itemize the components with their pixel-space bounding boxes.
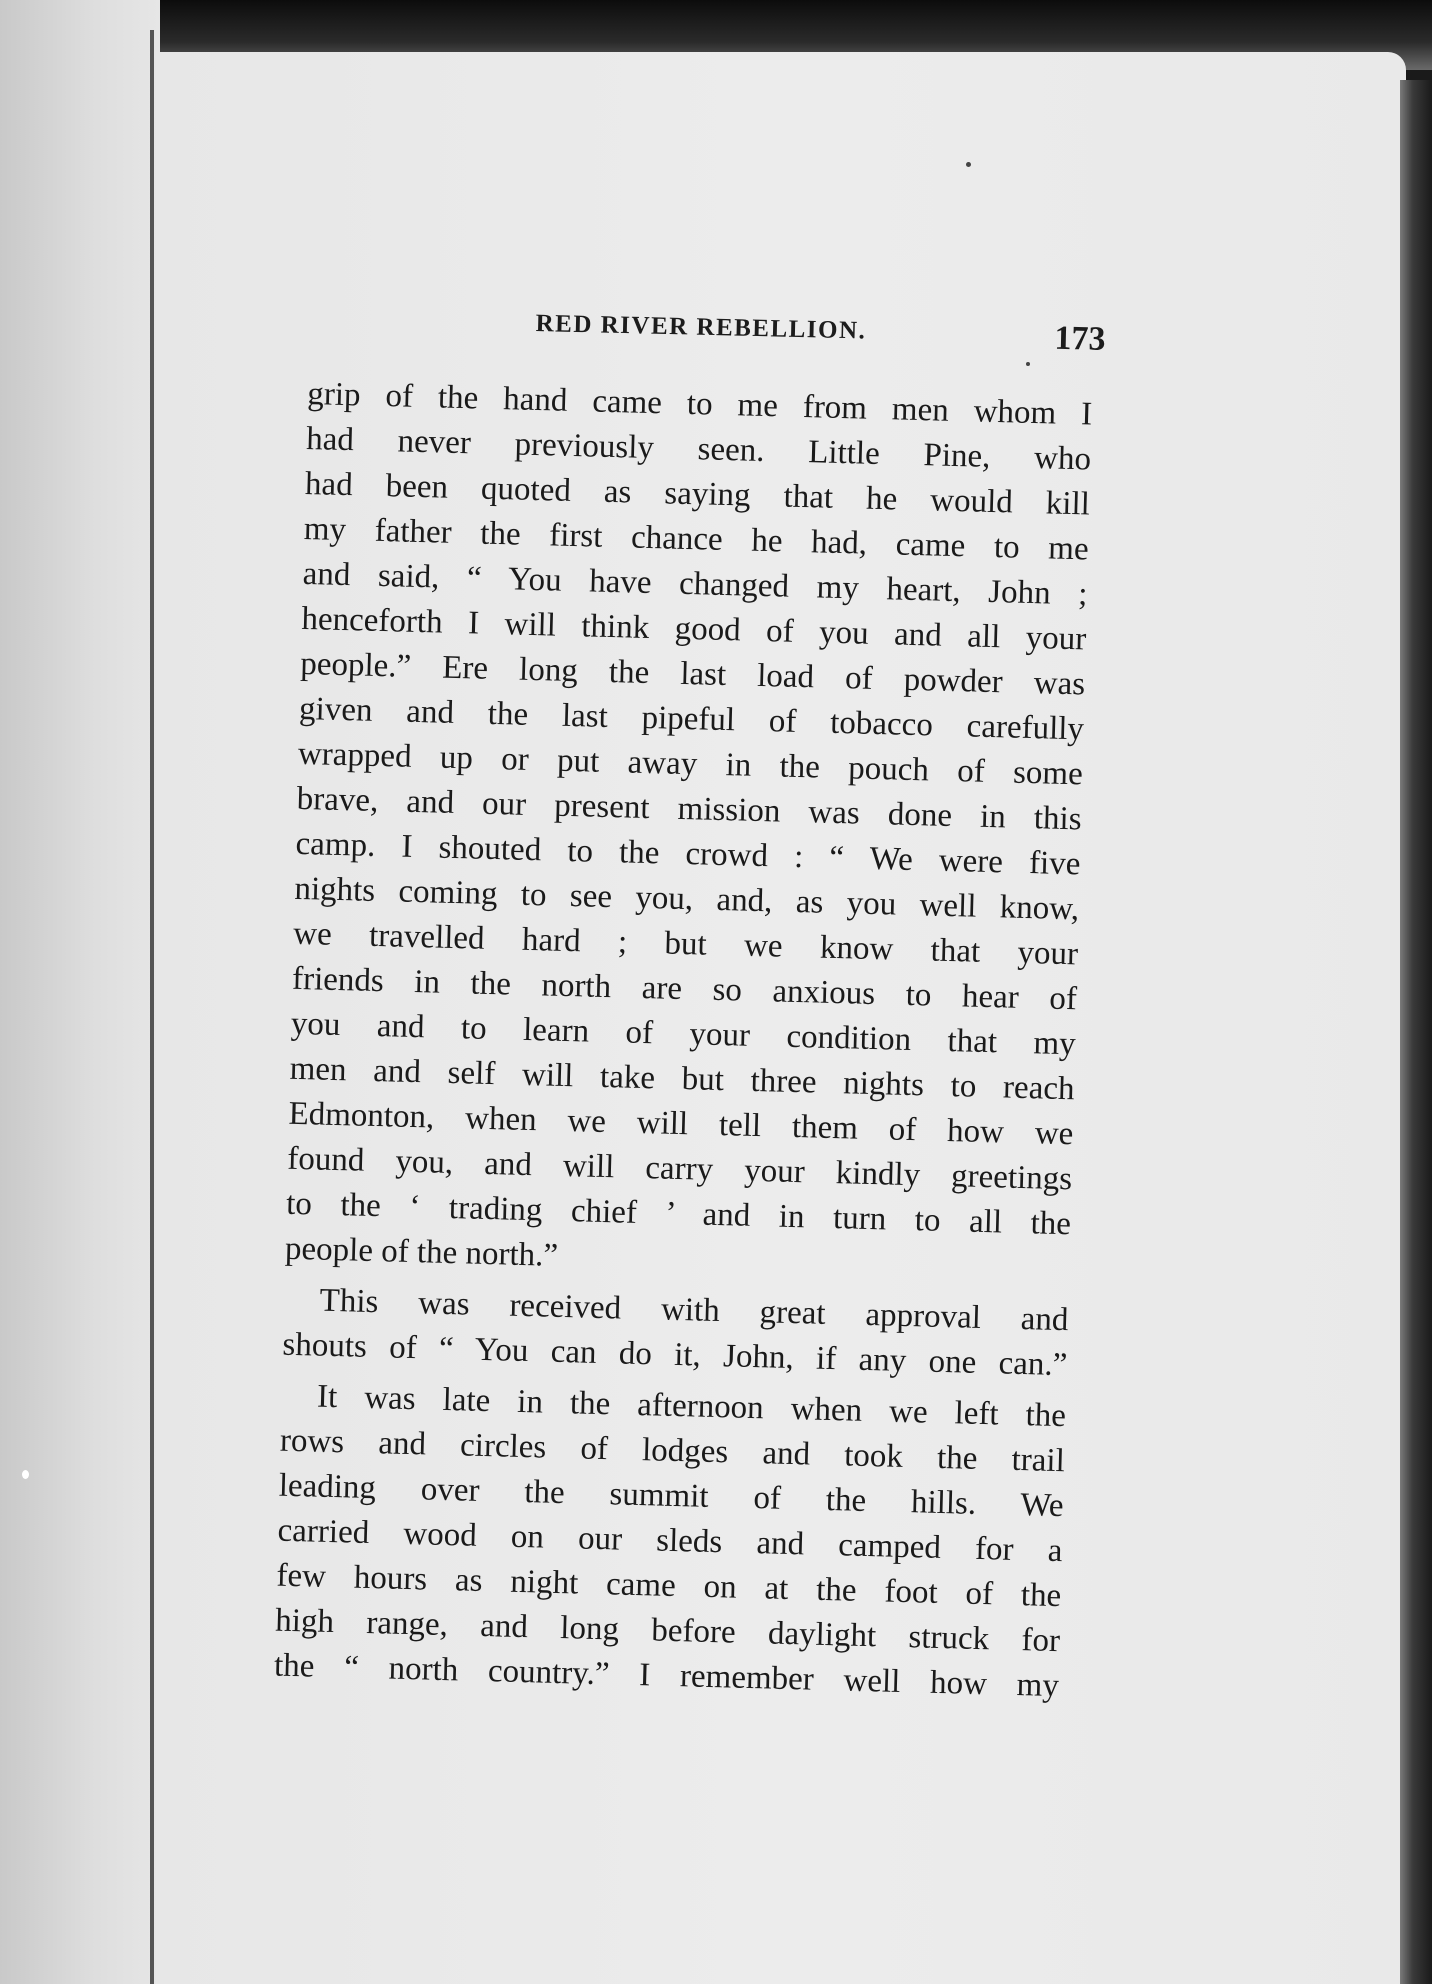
paper-speck (966, 162, 971, 167)
text-line: rows and circles of lodges and took the trail (279, 1422, 1066, 1480)
text-line: men and self will take but three nights to reach (289, 1050, 1075, 1108)
paragraph (274, 1374, 1067, 1709)
text-line: we travelled hard ; but we know that your (292, 915, 1079, 973)
text-line: to the ‘ trading chief ’ and in turn to all the (285, 1185, 1072, 1243)
text-line: had never previously seen. Little Pine, who (305, 420, 1092, 478)
text-line: found you, and will carry your kindly greetings (286, 1140, 1073, 1198)
text-line: my father the first chance he had, came to me (303, 510, 1090, 568)
page-number: 173 (1054, 319, 1106, 358)
page-stack-edge (1400, 80, 1432, 1984)
text-line: people.” Ere long the last load of powder was (299, 645, 1086, 703)
text-line: you and to learn of your condition that my (290, 1005, 1077, 1063)
text-line: people of the north.” (284, 1230, 559, 1274)
text-line: leading over the summit of the hills. We (278, 1467, 1065, 1525)
text-line: henceforth I will think good of you and all your (301, 600, 1087, 658)
running-head: RED RIVER REBELLION. (535, 309, 867, 345)
text-line: This was received with great approval and (319, 1282, 1069, 1339)
text-line: friends in the north are so anxious to hear of (291, 960, 1078, 1018)
text-line: grip of the hand came to me from men whom I (306, 375, 1093, 433)
paper-speck (22, 1470, 29, 1479)
body-text (274, 372, 1093, 1709)
text-line: given and the last pipeful of tobacco carefully (298, 690, 1085, 748)
text-line: shouts of “ You can do it, John, if any one can.” (282, 1326, 1068, 1384)
text-line: Edmonton, when we will tell them of how we (288, 1095, 1074, 1153)
text-line: carried wood on our sleds and camped for a (277, 1512, 1063, 1570)
text-line: nights coming to see you, and, as you well know, (293, 870, 1080, 928)
facing-page-edge (0, 0, 160, 1984)
text-line: high range, and long before daylight struck for (274, 1602, 1061, 1660)
text-line: It was late in the afternoon when we left the (316, 1378, 1067, 1435)
text-line: wrapped up or put away in the pouch of some (297, 735, 1084, 793)
text-line: camp. I shouted to the crowd : “ We were five (295, 825, 1081, 883)
text-line: and said, “ You have changed my heart, John ; (302, 555, 1088, 613)
book-gutter (150, 30, 154, 1984)
text-line: had been quoted as saying that he would kill (304, 465, 1091, 523)
text-line: the “ north country.” I remember well how my (273, 1647, 1060, 1705)
text-line: few hours as night came on at the foot of the (276, 1557, 1062, 1615)
text-line: brave, and our present mission was done in this (296, 780, 1083, 838)
paragraph (284, 372, 1092, 1292)
